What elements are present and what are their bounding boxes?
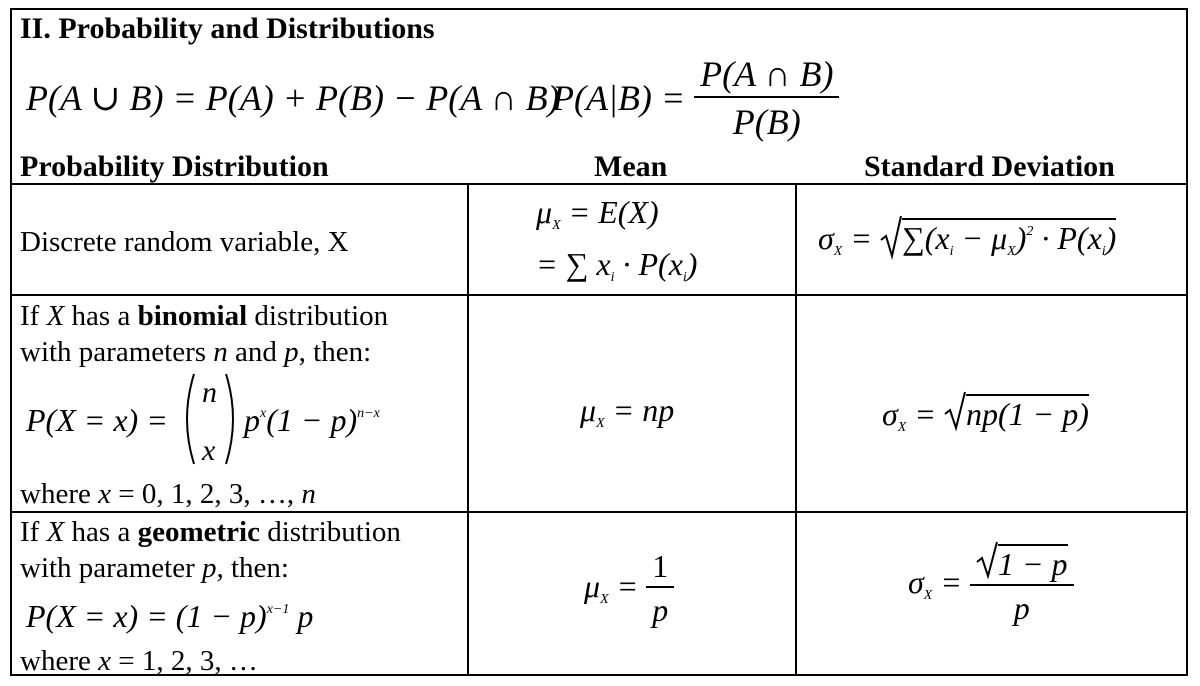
square-root: $\sum(x_i - \mu_X)^2 \cdot P(x_i)$: [880, 218, 1116, 259]
binomial-pmf-lhs: P(X = x) =: [26, 402, 168, 438]
row-divider-2: [10, 511, 1188, 513]
union-rule: P(A ∪ B) = P(A) + P(B) − P(A ∩ B): [26, 78, 560, 118]
discrete-mean-line2: = ∑ $x_i \cdot P(x_i)$: [536, 246, 698, 285]
binomial-sd: $\sigma_X$ = np(1 − p): [882, 394, 1089, 435]
binomial-coef-bottom: x: [202, 434, 216, 467]
discrete-label: Discrete random variable, X: [20, 226, 349, 258]
discrete-mean-line1: $\mu_X = E(X)$: [536, 194, 659, 233]
geometric-where: where x = 1, 2, 3, …: [20, 645, 258, 677]
geometric-sd-fraction: $\frac{1 - p}{p}$: [970, 544, 1074, 624]
header-probability-distribution: Probability Distribution: [20, 150, 329, 183]
geometric-pmf: $P(X = x) = (1 - p)^{x-1}$ p: [26, 598, 314, 634]
binomial-intro-line2: with parameters n and p, then:: [20, 336, 372, 368]
header-divider: [10, 183, 1188, 185]
header-standard-deviation: Standard Deviation: [864, 150, 1115, 183]
geometric-intro-line2: with parameter p, then:: [20, 552, 289, 584]
header-mean: Mean: [594, 150, 668, 183]
binomial-pmf-rhs: $p^x(1 - p)^{n-x}$: [244, 402, 380, 438]
geometric-intro-line1: If X has a geometric distribution: [20, 516, 401, 548]
conditional-lhs: P(A|B) =: [552, 78, 686, 118]
row-divider-1: [10, 294, 1188, 296]
conditional-denominator: P(B): [732, 102, 801, 142]
binomial-coef-top: n: [202, 376, 217, 409]
conditional-rule: [552, 56, 839, 140]
column-divider-2: [795, 183, 797, 676]
geometric-mean: $\mu_X$ = $\frac{1}{p}$: [584, 550, 674, 626]
binomial-mean: $\mu_X$ = np: [580, 392, 675, 431]
conditional-numerator: P(A ∩ B): [700, 54, 834, 94]
discrete-sd-formula: $\sigma_X$ = $\sum(x_i - \mu_X)^2 \cdot P(x_i)$: [818, 218, 1116, 259]
square-root: np(1 − p): [944, 394, 1089, 430]
square-root: 1 − p: [976, 544, 1068, 580]
conditional-fraction: [694, 56, 839, 140]
column-divider-1: [467, 183, 469, 676]
binomial-intro-line1: If X has a binomial distribution: [20, 300, 389, 332]
geometric-sd: $\sigma_X$ = $\frac{1 - p}{p}$: [908, 544, 1074, 624]
section-title: II. Probability and Distributions: [20, 12, 435, 45]
geometric-mean-fraction: $\frac{1}{p}$: [646, 550, 674, 626]
binomial-where: where x = 0, 1, 2, 3, …, n: [20, 478, 316, 510]
